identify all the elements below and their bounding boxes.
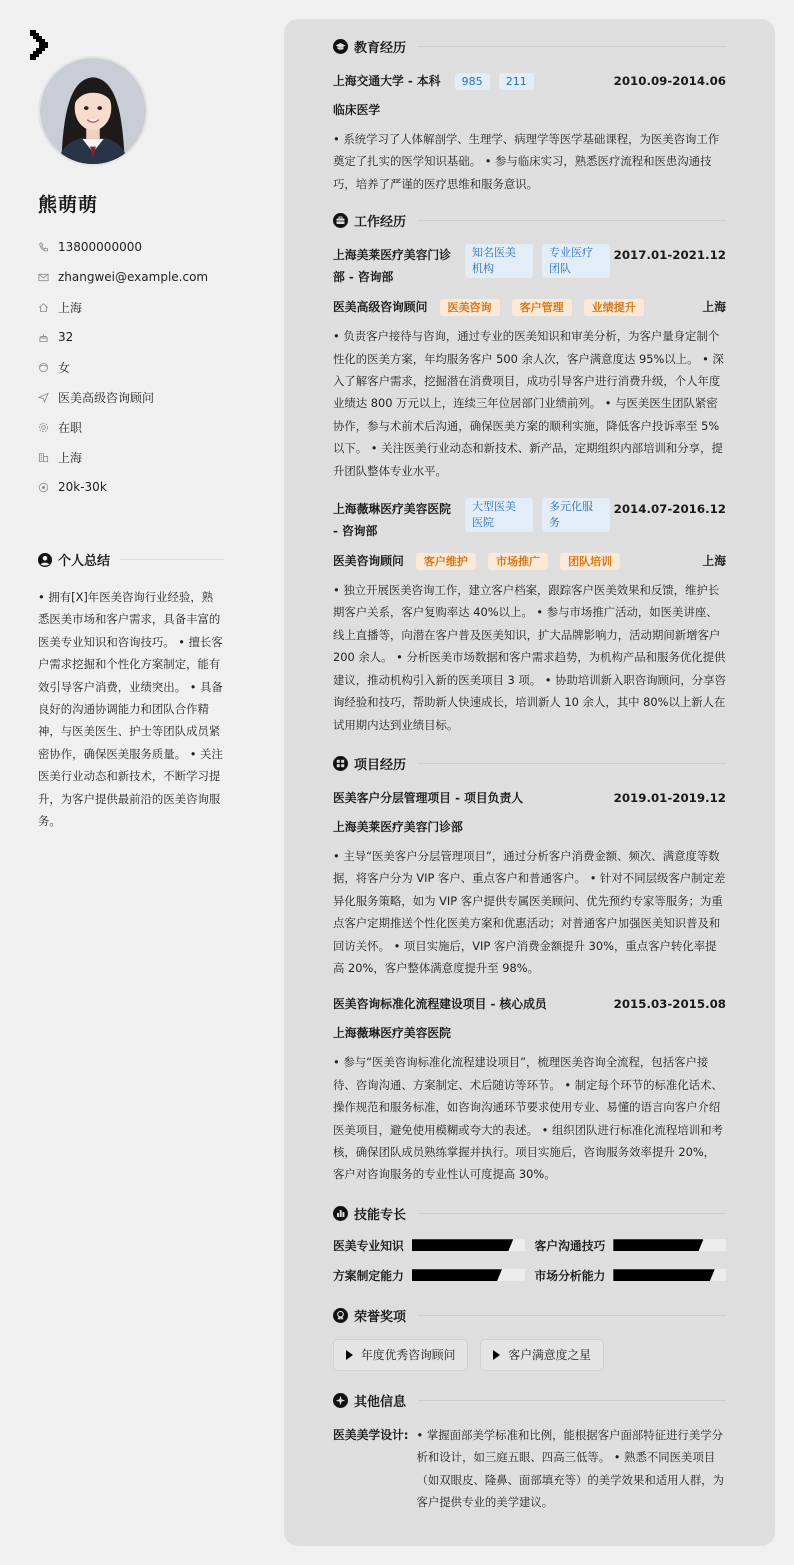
bar-chart-icon — [333, 1206, 348, 1221]
company-tag: 多元化服务 — [542, 498, 610, 532]
education-heading: 教育经历 — [333, 37, 726, 56]
job-city: 上海 — [702, 554, 726, 569]
skill-item: 客户沟通技巧 — [535, 1237, 727, 1254]
graduation-cap-icon — [333, 39, 348, 54]
info-position: 医美高级咨询顾问 — [38, 382, 248, 412]
work-entry — [333, 498, 726, 736]
job-date: 2017.01-2021.12 — [613, 248, 726, 263]
job-role: 医美高级咨询顾问 — [333, 300, 428, 315]
job-date: 2014.07-2016.12 — [613, 502, 726, 517]
projects-heading: 项目经历 — [333, 754, 726, 773]
divider — [418, 220, 726, 221]
project-name: 医美咨询标准化流程建设项目 - 核心成员 — [333, 997, 547, 1012]
contact-info — [38, 232, 248, 502]
job-desc: • 独立开展医美咨询工作，建立客户档案，跟踪客户医美效果和反馈，维护长期客户关系，客户复购率达 40%以上。 • 参与市场推广活动，如医美讲座、线上直播等，向潜在客户普及医美知识，扩大品牌影响力，活动期间新增客户 200 余人。 • 分析医美市场数据和客户需求趋势，为机构产品和服务优化提供建议，推动机构引入新的医美项目 3 项。 • 协助培训新入职咨询顾问，分享咨询经验和技巧，帮助新人快速成长，培训新人 10 余人，其中 80%以上新人在试用期内达到业绩目标。 — [333, 583, 726, 732]
person-name: 熊萌萌 — [38, 194, 99, 216]
salary-icon — [38, 482, 49, 493]
divider — [418, 1315, 726, 1316]
info-salary: 20k-30k — [38, 472, 248, 502]
city-icon — [38, 452, 49, 463]
skill-bar-fill — [613, 1239, 703, 1251]
skill-item: 方案制定能力 — [333, 1267, 525, 1284]
project-entry — [333, 993, 726, 1185]
education-date: 2010.09-2014.06 — [613, 74, 726, 88]
info-city: 上海 — [38, 442, 248, 472]
project-entry — [333, 787, 726, 979]
skill-tag: 市场推广 — [488, 553, 548, 570]
summary-heading: 个人总结 — [38, 550, 224, 569]
other-value: • 掌握面部美学标准和比例，能根据客户面部特征进行美学分析和设计，如三庭五眼、四高三低等。 • 熟悉不同医美项目（如双眼皮、隆鼻、面部填充等）的美学效果和适用人群，为客户提供专业的美学建议。 — [416, 1427, 725, 1509]
avatar — [38, 56, 148, 166]
company-tag: 知名医美机构 — [465, 244, 533, 278]
skill-item: 市场分析能力 — [535, 1267, 727, 1284]
phone-icon — [38, 242, 49, 253]
position-icon — [38, 392, 49, 403]
gender-icon — [38, 362, 49, 373]
divider — [418, 763, 726, 764]
work-entry — [333, 244, 726, 482]
education-entry — [333, 70, 726, 195]
age-icon — [38, 332, 49, 343]
skill-tag: 业绩提升 — [584, 299, 644, 316]
user-circle-icon — [38, 553, 52, 567]
school-name: 上海交通大学 - 本科 — [333, 74, 441, 88]
other-key: 医美美学设计: — [333, 1427, 409, 1442]
skill-bar — [412, 1239, 525, 1251]
project-name: 医美客户分层管理项目 - 项目负责人 — [333, 790, 524, 805]
skill-bar-fill — [412, 1239, 513, 1251]
summary-text: • 拥有[X]年医美咨询行业经验，熟悉医美市场和客户需求，具备丰富的医美专业知识和咨询技巧。 • 擅长客户需求挖掘和个性化方案制定，能有效引导客户消费，业绩突出。 • 具备良好的沟通协调能力和团队合作精神，与医美医生、护士等团队成员紧密协作，确保医美服务质量。 • 关注医美行业动态和新技术，不断学习提升，为客户提供最前沿的医美咨询服务。 — [38, 590, 223, 829]
skill-bar-fill — [412, 1269, 502, 1281]
skill-bar — [613, 1269, 726, 1281]
skill-item: 医美专业知识 — [333, 1237, 525, 1254]
job-role: 医美咨询顾问 — [333, 554, 404, 569]
skill-tag: 客户管理 — [512, 299, 572, 316]
job-city: 上海 — [702, 300, 726, 315]
skill-tag: 团队培训 — [560, 553, 620, 570]
info-home: 上海 — [38, 292, 248, 322]
divider — [418, 1400, 726, 1401]
divider — [418, 1213, 726, 1214]
skills-heading: 技能专长 — [333, 1204, 726, 1223]
other-heading: 其他信息 — [333, 1391, 726, 1410]
skills-grid — [333, 1237, 726, 1284]
briefcase-icon — [333, 213, 348, 228]
status-icon — [38, 422, 49, 433]
skill-tag: 客户维护 — [416, 553, 476, 570]
education-tag: 985 — [455, 73, 490, 90]
logo-icon — [30, 30, 54, 60]
play-icon — [346, 1350, 353, 1360]
company-tag: 专业医疗团队 — [542, 244, 610, 278]
divider — [418, 46, 726, 47]
project-desc: • 参与“医美咨询标准化流程建设项目”，梳理医美咨询全流程，包括客户接待、咨询沟通、方案制定、术后随访等环节。 • 制定每个环节的标准化话术、操作规范和服务标准，如咨询沟通环节要求使用专业、易懂的语言向客户介绍医美项目，避免使用模糊或夸大的表述。 • 组织团队进行标准化流程培训和考核，确保团队成员熟练掌握并执行。项目实施后，咨询服务效率提升 20%，客户对咨询服务的专业性认可度提高 30%。 — [333, 1055, 723, 1182]
awards-list — [333, 1339, 726, 1371]
skill-bar-fill — [613, 1269, 714, 1281]
project-org: 上海薇琳医疗美容医院 — [333, 1026, 451, 1041]
info-phone: 13800000000 — [38, 232, 248, 262]
info-gender: 女 — [38, 352, 248, 382]
company-name: 上海薇琳医疗美容医院 - 咨询部 — [333, 502, 451, 539]
sparkle-icon — [333, 1393, 348, 1408]
work-heading: 工作经历 — [333, 211, 726, 230]
skill-tag: 医美咨询 — [440, 299, 500, 316]
education-tag: 211 — [499, 73, 534, 90]
home-icon — [38, 302, 49, 313]
grid-icon — [333, 756, 348, 771]
award-item: 客户满意度之星 — [480, 1339, 604, 1371]
company-name: 上海美莱医疗美容门诊部 - 咨询部 — [333, 248, 451, 285]
project-date: 2019.01-2019.12 — [613, 790, 726, 805]
skill-bar — [412, 1269, 525, 1281]
education-major: 临床医学 — [333, 103, 381, 117]
divider — [120, 559, 224, 560]
other-info — [333, 1424, 726, 1514]
info-email: zhangwei@example.com — [38, 262, 248, 292]
info-status: 在职 — [38, 412, 248, 442]
info-age: 32 — [38, 322, 248, 352]
award-icon — [333, 1308, 348, 1323]
company-tag: 大型医美医院 — [465, 498, 533, 532]
job-desc: • 负责客户接待与咨询，通过专业的医美知识和审美分析，为客户量身定制个性化的医美方案，年均服务客户 500 余人次，客户满意度达 95%以上。 • 深入了解客户需求，挖掘潜在消费项目，成功引导客户进行消费升级，个人年度业绩达 800 万元以上，连续三年位居部门业绩前列。 • 与医美医生团队紧密协作，参与术前术后沟通，确保医美方案的顺利实施，降低客户投诉率至 5%以下。 • 关注医美行业动态和新技术、新产品，定期组织内部培训和分享，提升团队整体专业水平。 — [333, 329, 724, 478]
skill-bar — [613, 1239, 726, 1251]
play-icon — [493, 1350, 500, 1360]
main-panel — [284, 19, 775, 1546]
award-item: 年度优秀咨询顾问 — [333, 1339, 468, 1371]
awards-heading: 荣誉奖项 — [333, 1306, 726, 1325]
education-desc: • 系统学习了人体解剖学、生理学、病理学等医学基础课程，为医美咨询工作奠定了扎实的医学知识基础。 • 参与临床实习，熟悉医疗流程和医患沟通技巧，培养了严谨的医疗思维和服务意识。 — [333, 132, 720, 191]
project-desc: • 主导“医美客户分层管理项目”，通过分析客户消费金额、频次、满意度等数据，将客户分为 VIP 客户、重点客户和普通客户。 • 针对不同层级客户制定差异化服务策略，如为 VIP 客户提供专属医美顾问、优先预约专家等服务；为重点客户定期推送个性化医美方案和优惠活动；对普通客户加强医美知识普及和回访关怀。 • 项目实施后，VIP 客户消费金额提升 30%，重点客户转化率提高 20%，客户整体满意度提升至 98%。 — [333, 848, 726, 975]
email-icon — [38, 272, 49, 283]
project-org: 上海美莱医疗美容门诊部 — [333, 819, 463, 834]
project-date: 2015.03-2015.08 — [613, 997, 726, 1012]
